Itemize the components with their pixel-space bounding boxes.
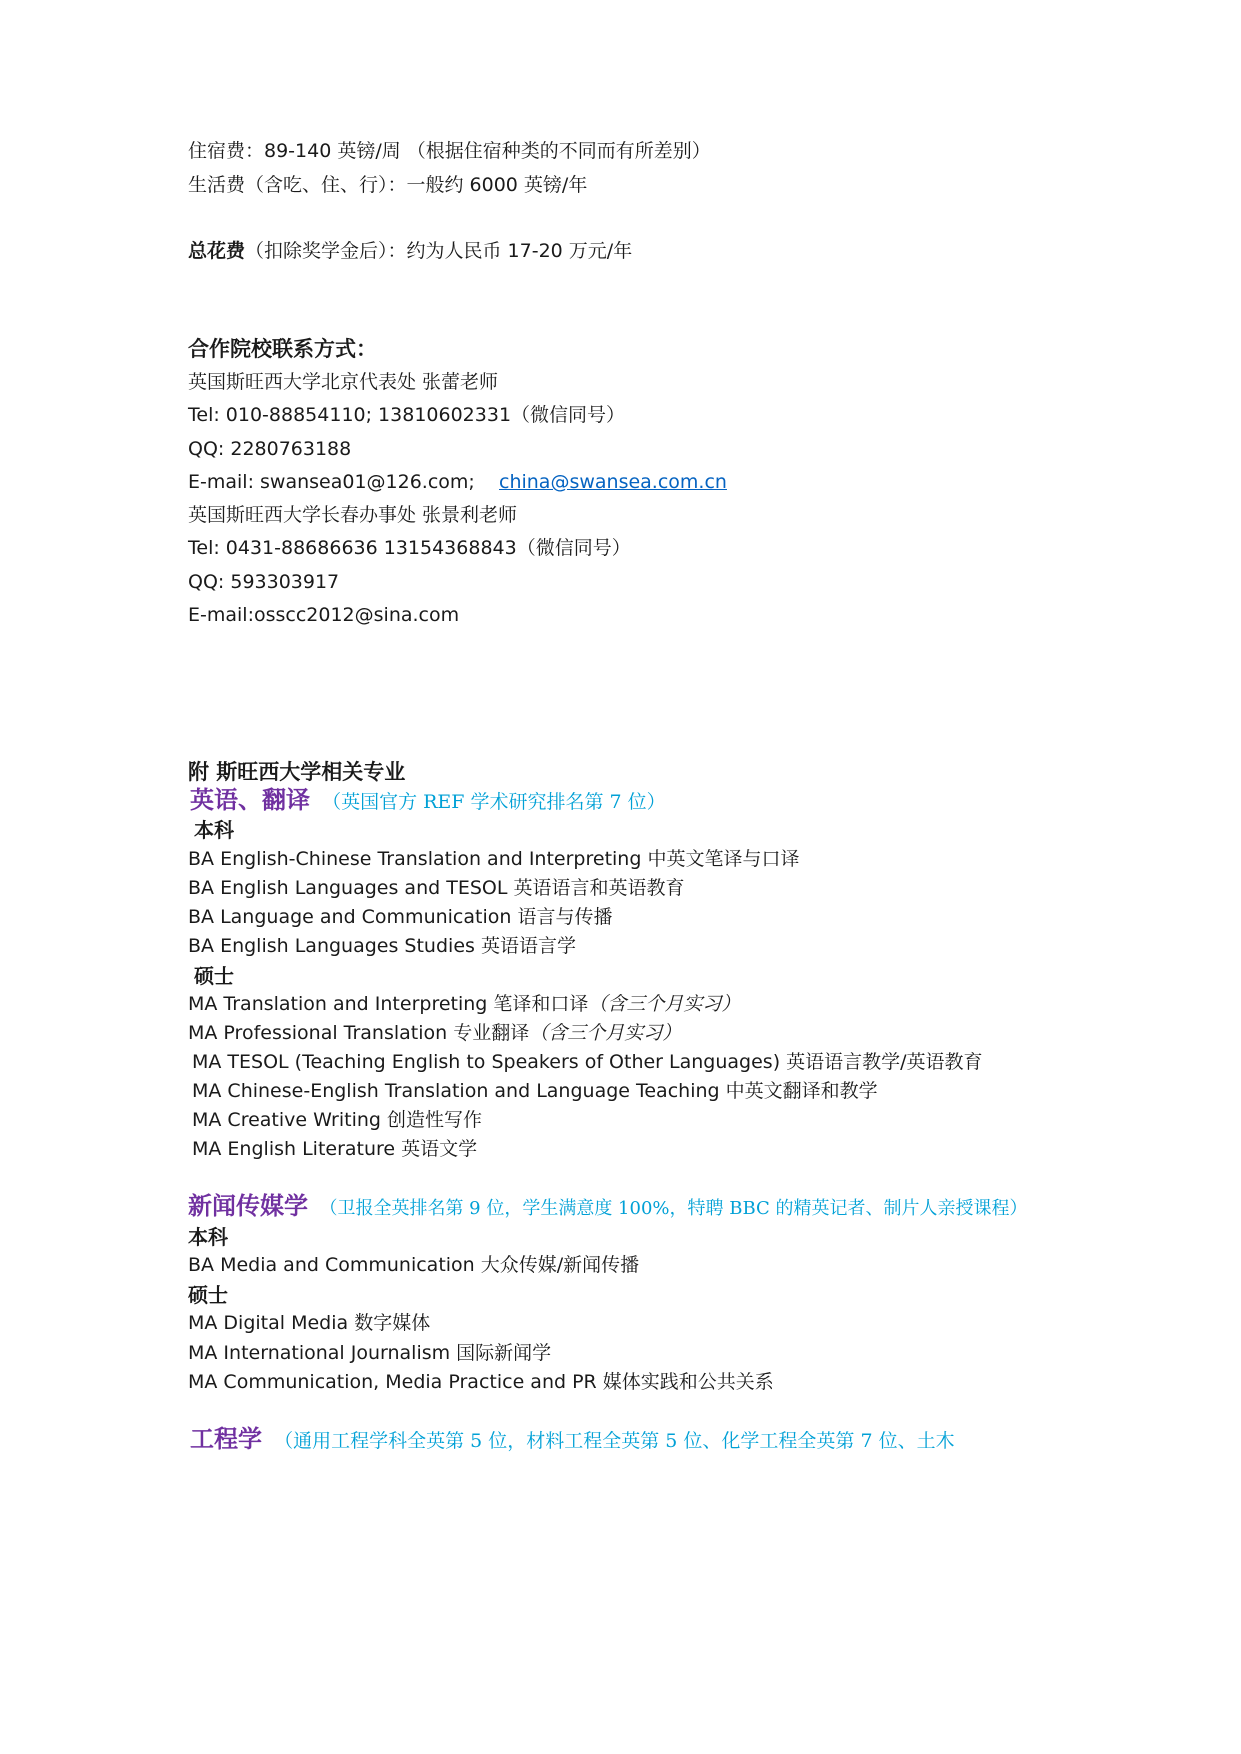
accommodation-cost: 住宿费：89-140 英镑/周 （根据住宿种类的不同而有所差别） [188, 140, 711, 162]
media-category-note: （卫报全英排名第 9 位，学生满意度 100%，特聘 BBC 的精英记者、制片人亲授课程） [308, 1198, 1028, 1219]
total-cost-detail: （扣除奖学金后）：约为人民币 17-20 万元/年 [245, 240, 633, 262]
engineering-category [190, 1424, 955, 1453]
china-email-link[interactable]: china@swansea.com.cn [499, 471, 727, 493]
beijing-office: 英国斯旺西大学北京代表处 张蕾老师 [188, 371, 499, 393]
beijing-email [188, 473, 727, 492]
english-category [190, 785, 666, 814]
english-master-item-1 [188, 995, 740, 1014]
media-category-title: 新闻传媒学 [188, 1191, 308, 1220]
english-bachelor-item-2: BA English Languages and TESOL 英语语言和英语教育 [188, 877, 685, 899]
english-master-item-4: MA Chinese-English Translation and Language Teaching 中英文翻译和教学 [192, 1080, 878, 1102]
changchun-office: 英国斯旺西大学长春办事处 张景利老师 [188, 504, 518, 526]
english-bachelor-item-1: BA English-Chinese Translation and Interpreting 中英文笔译与口译 [188, 848, 800, 870]
engineering-category-note: （通用工程学科全英第 5 位，材料工程全英第 5 位、化学工程全英第 7 位、土木 [262, 1430, 955, 1452]
living-cost: 生活费（含吃、住、行）：一般约 6000 英镑/年 [188, 174, 588, 196]
total-cost [188, 242, 632, 261]
english-master-item-6: MA English Literature 英语文学 [192, 1138, 478, 1160]
media-master-label: 硕士 [188, 1283, 228, 1307]
media-master-item-1: MA Digital Media 数字媒体 [188, 1312, 431, 1334]
changchun-email: E-mail:osscc2012@sina.com [188, 604, 460, 626]
ma-translation-text: MA Translation and Interpreting 笔译和口译 [188, 993, 589, 1015]
appendix-heading: 附 斯旺西大学相关专业 [188, 760, 406, 784]
media-bachelor-label: 本科 [188, 1225, 228, 1249]
media-master-item-2: MA International Journalism 国际新闻学 [188, 1342, 552, 1364]
english-category-note: （英国官方 REF 学术研究排名第 7 位） [310, 791, 666, 813]
english-master-label: 硕士 [194, 964, 234, 988]
changchun-qq: QQ: 593303917 [188, 571, 340, 593]
total-cost-label: 总花费 [188, 240, 246, 262]
beijing-email-text: E-mail: swansea01@126.com; [188, 471, 499, 493]
english-bachelor-label: 本科 [194, 818, 234, 842]
english-category-title: 英语、翻译 [190, 785, 310, 814]
english-bachelor-item-4: BA English Languages Studies 英语语言学 [188, 935, 576, 957]
contact-heading: 合作院校联系方式： [188, 337, 377, 361]
media-master-item-3: MA Communication, Media Practice and PR 媒体实践和公共关系 [188, 1371, 774, 1393]
beijing-qq: QQ: 2280763188 [188, 438, 352, 460]
media-bachelor-item-1: BA Media and Communication 大众传媒/新闻传播 [188, 1254, 640, 1276]
media-category [188, 1191, 1028, 1220]
english-master-item-2 [188, 1024, 681, 1043]
ma-professional-text: MA Professional Translation 专业翻译 [188, 1022, 530, 1044]
english-bachelor-item-3: BA Language and Communication 语言与传播 [188, 906, 613, 928]
engineering-category-title: 工程学 [190, 1424, 262, 1453]
beijing-tel: Tel: 010-88854110; 13810602331（微信同号） [188, 404, 626, 426]
ma-translation-note: （含三个月实习） [588, 993, 741, 1015]
changchun-tel: Tel: 0431-88686636 13154368843（微信同号） [188, 537, 631, 559]
english-master-item-5: MA Creative Writing 创造性写作 [192, 1109, 483, 1131]
ma-professional-note: （含三个月实习） [529, 1022, 682, 1044]
english-master-item-3: MA TESOL (Teaching English to Speakers of Other Languages) 英语语言教学/英语教育 [192, 1051, 983, 1073]
